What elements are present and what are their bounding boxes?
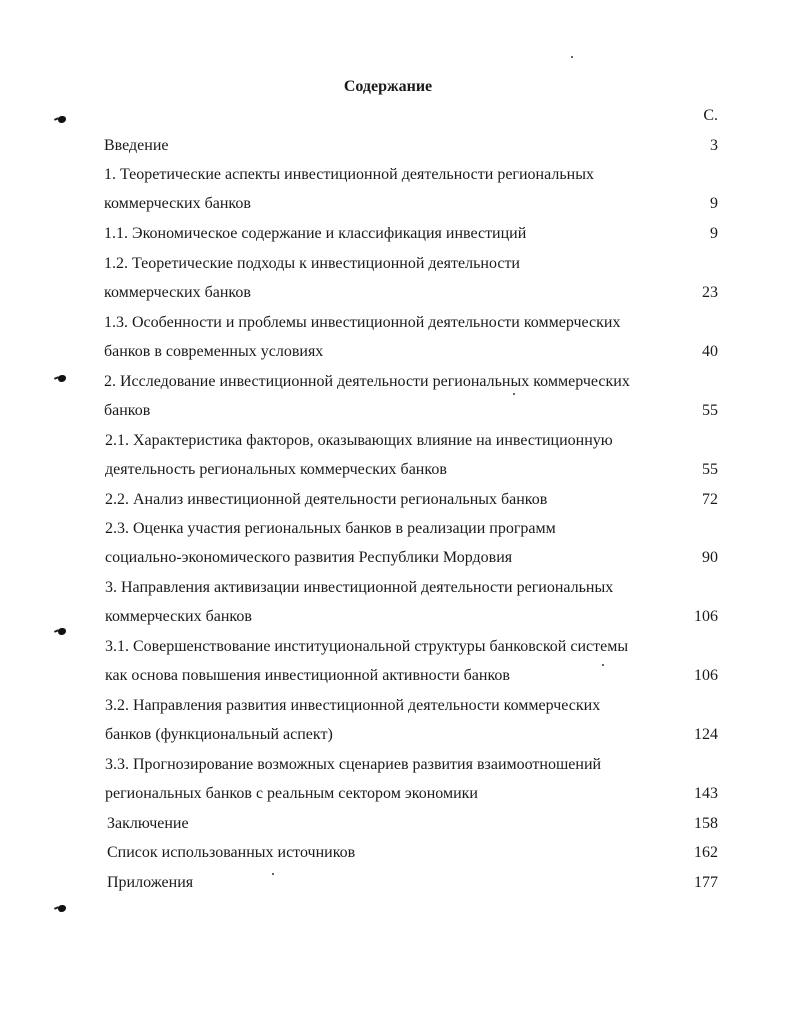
- toc-entry-page: 3: [710, 137, 718, 154]
- toc-entry-text-continued: банков: [104, 402, 151, 419]
- toc-entry-page: 9: [710, 195, 718, 212]
- toc-entry-page: 177: [694, 874, 718, 891]
- toc-entry-page: 162: [694, 844, 718, 861]
- toc-entry-page: 72: [702, 491, 718, 508]
- toc-entry-text: 2.2. Анализ инвестиционной деятельности региональных банков: [105, 491, 548, 508]
- scan-speck-mark: [58, 116, 66, 123]
- toc-entry-text-continued: как основа повышения инвестиционной активности банков: [105, 667, 510, 684]
- scan-dust-dot: [272, 873, 274, 875]
- toc-entry-text: Приложения: [107, 874, 194, 891]
- toc-entry-text-continued: коммерческих банков: [105, 608, 252, 625]
- toc-entry-page: 90: [702, 549, 718, 566]
- toc-entry-text-continued: деятельность региональных коммерческих банков: [105, 461, 447, 478]
- toc-entry-text: 3.1. Совершенствование институциональной структуры банковской системы: [105, 638, 629, 655]
- scan-dust-dot: [513, 393, 515, 395]
- toc-entry-text: 2.1. Характеристика факторов, оказывающих влияние на инвестиционную: [105, 432, 613, 449]
- toc-entry-text-continued: социально-экономического развития Республики Мордовия: [105, 549, 513, 566]
- toc-entry-text: 1. Теоретические аспекты инвестиционной деятельности региональных: [104, 166, 594, 183]
- toc-entry-text: 3. Направления активизации инвестиционной деятельности региональных: [105, 579, 614, 596]
- toc-entry-page: 55: [702, 461, 718, 478]
- toc-entry-page: 158: [694, 815, 718, 832]
- scan-speck-mark: [58, 375, 66, 382]
- toc-entry-text: 3.2. Направления развития инвестиционной деятельности коммерческих: [105, 697, 601, 714]
- toc-entry-text: 2.3. Оценка участия региональных банков в реализации программ: [105, 520, 556, 537]
- toc-entry-text-continued: коммерческих банков: [104, 195, 251, 212]
- scan-dust-dot: [571, 56, 573, 58]
- toc-entry-page: 40: [702, 343, 718, 360]
- toc-entry-text-continued: региональных банков с реальным сектором экономики: [105, 785, 478, 802]
- scan-speck-mark: [58, 628, 66, 635]
- toc-entry-text-continued: коммерческих банков: [104, 284, 251, 301]
- toc-entry-text: 1.1. Экономическое содержание и классификация инвестиций: [104, 225, 527, 242]
- toc-entry-text: 3.3. Прогнозирование возможных сценариев развития взаимоотношений: [105, 756, 602, 773]
- toc-entry-text: Заключение: [107, 815, 189, 832]
- toc-entry-text-continued: банков в современных условиях: [104, 343, 324, 360]
- toc-entry-page: 23: [702, 284, 718, 301]
- toc-entry-text: 1.3. Особенности и проблемы инвестиционной деятельности коммерческих: [104, 314, 621, 331]
- toc-entry-text: Введение: [104, 137, 169, 154]
- page-title: Содержание: [343, 78, 433, 95]
- toc-entry-text: Список использованных источников: [107, 844, 356, 861]
- toc-entry-text: 2. Исследование инвестиционной деятельности региональных коммерческих: [104, 373, 630, 390]
- toc-entry-page: 106: [694, 608, 718, 625]
- toc-entry-text: 1.2. Теоретические подходы к инвестиционной деятельности: [104, 255, 520, 272]
- toc-entry-page: 124: [694, 726, 718, 743]
- page-column-label: С.: [703, 107, 718, 124]
- scan-dust-dot: [602, 664, 604, 666]
- toc-entry-text-continued: банков (функциональный аспект): [105, 726, 333, 743]
- toc-entry-page: 55: [702, 402, 718, 419]
- toc-entry-page: 9: [710, 225, 718, 242]
- scan-speck-mark: [58, 905, 66, 912]
- toc-entry-page: 106: [694, 667, 718, 684]
- toc-entry-page: 143: [694, 785, 718, 802]
